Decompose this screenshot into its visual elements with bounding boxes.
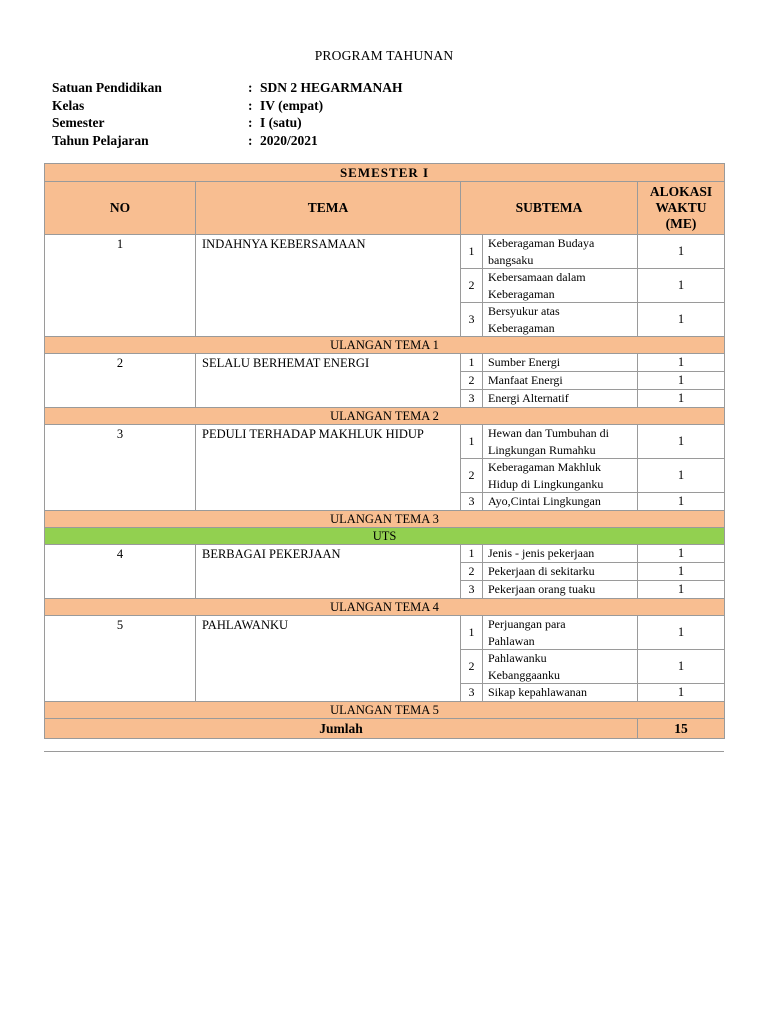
info-label: Satuan Pendidikan (52, 80, 162, 95)
alokasi-value: 1 (638, 616, 725, 650)
alokasi-value: 1 (638, 303, 725, 337)
info-label: Tahun Pelajaran (52, 132, 149, 148)
ulangan-label: ULANGAN TEMA 3 (45, 511, 725, 528)
info-colon: : (248, 115, 253, 130)
alokasi-value: 1 (638, 581, 725, 599)
subtema-line: Keberagaman (488, 286, 555, 301)
tema-name: PEDULI TERHADAP MAKHLUK HIDUP (196, 425, 461, 511)
ulangan-label: ULANGAN TEMA 2 (45, 408, 725, 425)
info-value: IV (empat) (260, 97, 324, 113)
tema-name: BERBAGAI PEKERJAAN (196, 545, 461, 599)
tema-number: 2 (45, 354, 196, 408)
subtema-line: Keberagaman Budaya (488, 236, 595, 250)
info-colon: : (248, 97, 253, 113)
info-value: SDN 2 HEGARMANAH (260, 80, 403, 95)
subtema-line: Kebanggaanku (488, 667, 560, 682)
ulangan-row (45, 599, 725, 616)
subtema-name (483, 650, 638, 684)
subtema-name: Energi Alternatif (483, 390, 638, 408)
tema-number: 1 (45, 235, 196, 337)
alokasi-value: 1 (638, 650, 725, 684)
subtema-number: 1 (461, 235, 483, 269)
subtema-line: Hidup di Lingkunganku (488, 476, 604, 491)
alokasi-value: 1 (638, 269, 725, 303)
header-no: NO (45, 182, 196, 235)
subtema-name: Jenis - jenis pekerjaan (483, 545, 638, 563)
subtema-number: 2 (461, 650, 483, 684)
subtema-name (483, 459, 638, 493)
ulangan-row (45, 702, 725, 719)
subtema-line: Bersyukur atas (488, 304, 560, 318)
info-row-satuan (52, 79, 403, 97)
table-row (45, 235, 725, 269)
program-table (44, 163, 725, 739)
header-tema: TEMA (196, 182, 461, 235)
table-row (45, 425, 725, 459)
subtema-line: Pahlawanku (488, 651, 547, 665)
ulangan-label: ULANGAN TEMA 5 (45, 702, 725, 719)
tema-name: SELALU BERHEMAT ENERGI (196, 354, 461, 408)
alokasi-value: 1 (638, 354, 725, 372)
alokasi-value: 1 (638, 235, 725, 269)
subtema-line: Perjuangan para (488, 617, 566, 631)
subtema-line: Keberagaman (488, 320, 555, 335)
info-row-tahun (52, 132, 403, 150)
info-value: I (satu) (260, 115, 302, 130)
info-label: Kelas (52, 97, 85, 113)
info-value: 2020/2021 (260, 132, 318, 148)
subtema-name (483, 425, 638, 459)
subtema-name: Ayo,Cintai Lingkungan (483, 493, 638, 511)
tema-number: 3 (45, 425, 196, 511)
subtema-number: 2 (461, 269, 483, 303)
uts-row (45, 528, 725, 545)
subtema-number: 3 (461, 684, 483, 702)
school-info (52, 79, 403, 149)
info-label: Semester (52, 115, 105, 130)
subtema-line: Keberagaman Makhluk (488, 460, 601, 474)
subtema-line: Lingkungan Rumahku (488, 442, 596, 457)
subtema-name (483, 269, 638, 303)
header-alokasi-line1: ALOKASI (649, 184, 713, 199)
jumlah-value: 15 (638, 719, 725, 739)
alokasi-value: 1 (638, 390, 725, 408)
uts-label: UTS (45, 528, 725, 545)
subtema-number: 3 (461, 303, 483, 337)
subtema-number: 2 (461, 459, 483, 493)
table-row (45, 354, 725, 372)
header-subtema: SUBTEMA (461, 182, 638, 235)
ulangan-label: ULANGAN TEMA 4 (45, 599, 725, 616)
subtema-line: Hewan dan Tumbuhan di (488, 426, 609, 440)
subtema-number: 1 (461, 545, 483, 563)
tema-name: PAHLAWANKU (196, 616, 461, 702)
alokasi-value: 1 (638, 459, 725, 493)
info-row-kelas (52, 97, 403, 115)
alokasi-value: 1 (638, 684, 725, 702)
ulangan-row (45, 337, 725, 354)
info-row-semester (52, 114, 403, 132)
page-title: PROGRAM TAHUNAN (314, 48, 454, 63)
header-alokasi-line3: (ME) (665, 216, 697, 231)
subtema-name: Sumber Energi (483, 354, 638, 372)
tema-number: 5 (45, 616, 196, 702)
subtema-name (483, 616, 638, 650)
subtema-number: 1 (461, 616, 483, 650)
subtema-name: Sikap kepahlawanan (483, 684, 638, 702)
ulangan-row (45, 511, 725, 528)
subtema-number: 3 (461, 581, 483, 599)
header-alokasi-line2: WAKTU (655, 200, 707, 215)
tema-number: 4 (45, 545, 196, 599)
subtema-name: Manfaat Energi (483, 372, 638, 390)
subtema-line: Kebersamaan dalam (488, 270, 586, 284)
alokasi-value: 1 (638, 563, 725, 581)
subtema-line: bangsaku (488, 252, 534, 267)
subtema-name: Pekerjaan orang tuaku (483, 581, 638, 599)
table-row (45, 616, 725, 650)
alokasi-value: 1 (638, 425, 725, 459)
header-alokasi (638, 182, 725, 235)
alokasi-value: 1 (638, 372, 725, 390)
info-colon: : (248, 132, 253, 148)
subtema-number: 2 (461, 563, 483, 581)
subtema-line: Pahlawan (488, 633, 535, 648)
page-divider (44, 751, 724, 752)
semester-header-row (45, 164, 725, 182)
info-colon: : (248, 80, 253, 95)
semester-header: SEMESTER I (45, 164, 725, 182)
subtema-name (483, 235, 638, 269)
subtema-number: 3 (461, 493, 483, 511)
table-row (45, 545, 725, 563)
jumlah-row (45, 719, 725, 739)
ulangan-label: ULANGAN TEMA 1 (45, 337, 725, 354)
subtema-number: 1 (461, 425, 483, 459)
subtema-number: 3 (461, 390, 483, 408)
subtema-name (483, 303, 638, 337)
column-header-row (45, 182, 725, 235)
tema-name: INDAHNYA KEBERSAMAAN (196, 235, 461, 337)
subtema-number: 1 (461, 354, 483, 372)
subtema-name: Pekerjaan di sekitarku (483, 563, 638, 581)
jumlah-label: Jumlah (45, 719, 638, 739)
alokasi-value: 1 (638, 493, 725, 511)
subtema-number: 2 (461, 372, 483, 390)
alokasi-value: 1 (638, 545, 725, 563)
ulangan-row (45, 408, 725, 425)
